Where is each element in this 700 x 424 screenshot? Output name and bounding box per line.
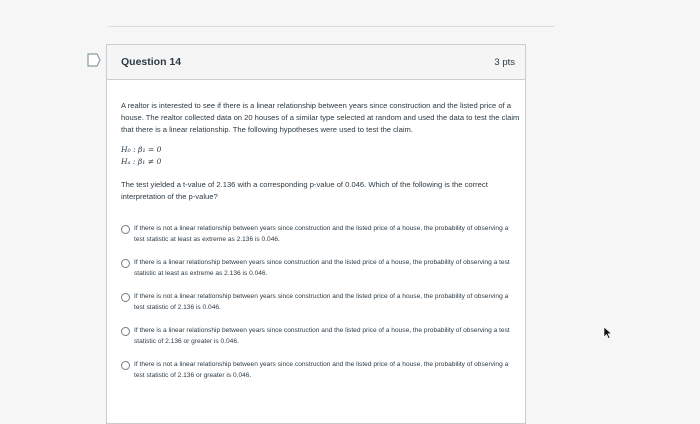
radio-button[interactable] xyxy=(121,259,130,268)
question-body xyxy=(107,100,525,381)
answer-option-1[interactable] xyxy=(121,223,511,245)
answer-text: If there is not a linear relationship between years since construction and the listed price of a house, the probability of observing a test statistic of 2.136 is 0.046. xyxy=(134,293,509,311)
question-title: Question 14 xyxy=(121,56,182,68)
cursor-icon xyxy=(603,326,613,339)
flag-icon[interactable] xyxy=(86,53,102,67)
radio-button[interactable] xyxy=(121,361,130,370)
answer-text: If there is a linear relationship between years since construction and the listed price of a house, the probability of observing a test statistic at least as extreme as 2.136 is 0.046. xyxy=(134,259,510,277)
radio-button[interactable] xyxy=(121,327,130,336)
answer-option-2[interactable] xyxy=(121,257,511,279)
answer-options xyxy=(121,223,511,381)
answer-option-5[interactable] xyxy=(121,359,511,381)
answer-text: If there is not a linear relationship between years since construction and the listed price of a house, the probability of observing a test statistic of 2.136 or greater is 0.046. xyxy=(134,361,509,379)
answer-option-4[interactable] xyxy=(121,325,511,347)
radio-button[interactable] xyxy=(121,225,130,234)
question-points: 3 pts xyxy=(494,56,515,68)
answer-text: If there is a linear relationship between years since construction and the listed price of a house, the probability of observing a test statistic of 2.136 or greater is 0.046. xyxy=(134,327,510,345)
hypotheses xyxy=(121,144,511,168)
question-header xyxy=(107,45,525,80)
alternative-hypothesis: Hₐ : β₁ ≠ 0 xyxy=(121,157,162,166)
null-hypothesis: H₀ : β₁ = 0 xyxy=(121,145,162,154)
answer-option-3[interactable] xyxy=(121,291,511,313)
top-divider xyxy=(108,26,554,27)
answer-text: If there is not a linear relationship between years since construction and the listed price of a house, the probability of observing a test statistic at least as extreme as 2.136 is 0.046. xyxy=(134,225,509,243)
radio-button[interactable] xyxy=(121,293,130,302)
question-prompt: A realtor is interested to see if there is a linear relationship between years since construction and the listed price of a house. The realtor collected data on 20 houses of a similar type selected at random and used the data to test the claim that there is a linear relationship. The following hypotheses were used to test the claim. xyxy=(121,101,520,134)
question-card xyxy=(106,44,526,424)
test-result-text: The test yielded a t-value of 2.136 with a corresponding p-value of 0.046. Which of the following is the correct interpretation of the p-value? xyxy=(121,180,488,201)
